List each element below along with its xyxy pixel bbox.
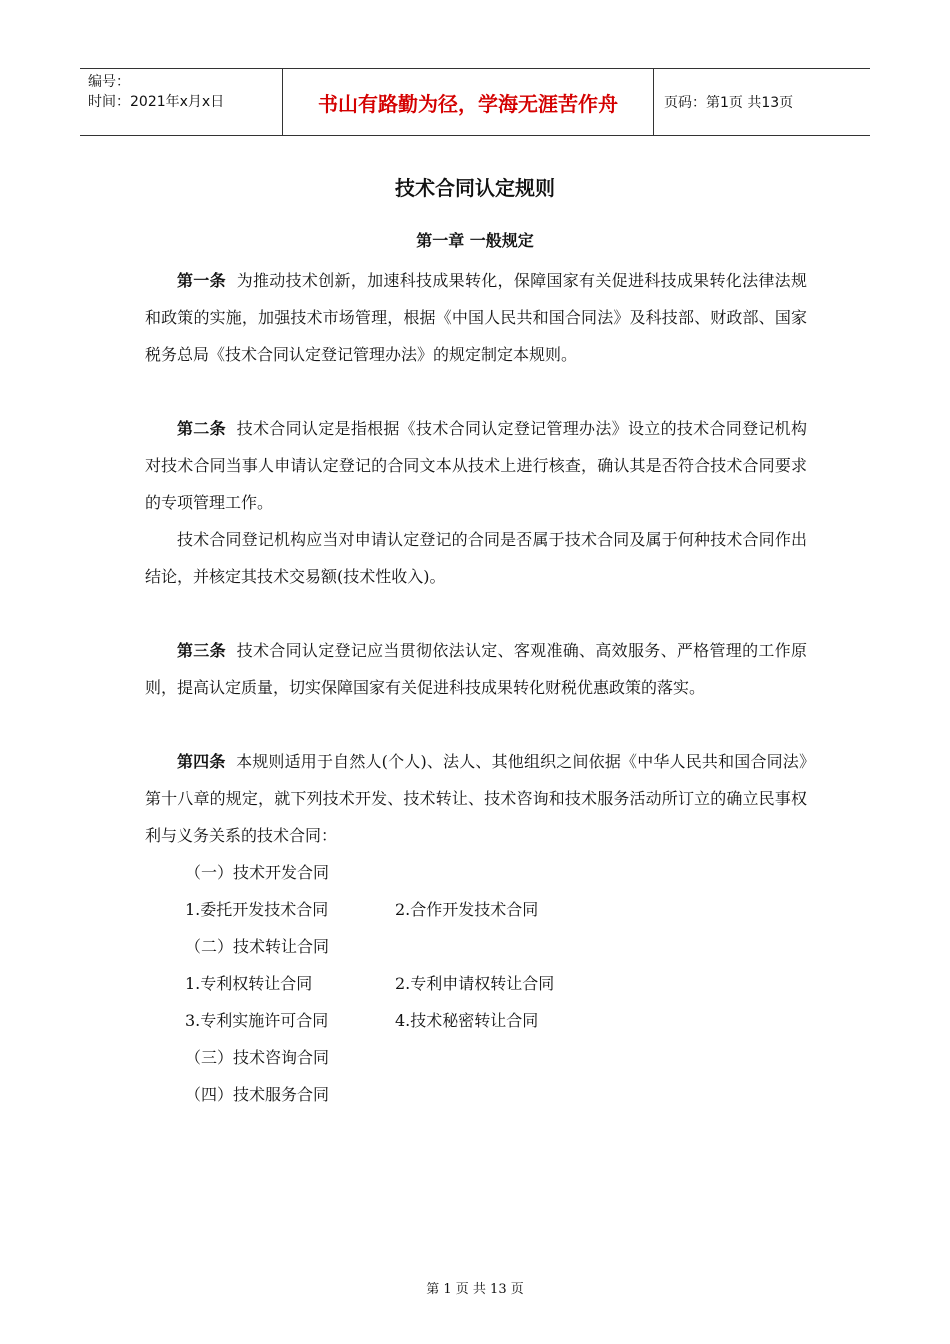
page-footer: 第 1 页 共 13 页: [426, 1282, 524, 1297]
article-1: [145, 262, 807, 373]
article-2: [145, 410, 807, 521]
document-body: [145, 262, 807, 1113]
list-group-heading: （二）技术转让合同: [185, 937, 330, 956]
list-row: [185, 891, 807, 928]
list-row: [185, 1002, 807, 1039]
article-label: 第一条: [177, 271, 226, 290]
article-2-extra: 技术合同登记机构应当对申请认定登记的合同是否属于技术合同及属于何种技术合同作出结论，并核定其技术交易额(技术性收入)。: [145, 530, 807, 586]
list-item: 1.委托开发技术合同: [185, 900, 329, 919]
list-group-heading: （一）技术开发合同: [185, 863, 330, 882]
article-text: 技术合同认定是指根据《技术合同认定登记管理办法》设立的技术合同登记机构对技术合同当事人申请认定登记的合同文本从技术上进行核查，确认其是否符合技术合同要求的专项管理工作。: [145, 419, 807, 512]
article-label: 第三条: [177, 641, 226, 660]
document-title: 技术合同认定规则: [395, 176, 555, 200]
contract-type-list: [145, 854, 807, 1113]
article-text: 技术合同认定登记应当贯彻依法认定、客观准确、高效服务、严格管理的工作原则，提高认定质量，切实保障国家有关促进科技成果转化财税优惠政策的落实。: [145, 641, 807, 697]
header-page-info: 页码：第1页 共13页: [664, 95, 794, 111]
list-item: 1.专利权转让合同: [185, 974, 313, 993]
number-label: 编号：: [88, 74, 130, 90]
article-text: 为推动技术创新，加速科技成果转化，保障国家有关促进科技成果转化法律法规和政策的实施，加强技术市场管理，根据《中国人民共和国合同法》及科技部、财政部、国家税务总局《技术合同认定登记管理办法》的规定制定本规则。: [145, 271, 807, 364]
list-group-heading: （四）技术服务合同: [185, 1085, 330, 1104]
article-label: 第二条: [177, 419, 226, 438]
page-header: [80, 68, 870, 136]
list-row: [185, 965, 807, 1002]
header-meta: [80, 69, 282, 135]
list-item: 3.专利实施许可合同: [185, 1011, 329, 1030]
article-text: 本规则适用于自然人(个人)、法人、其他组织之间依据《中华人民共和国合同法》第十八章的规定，就下列技术开发、技术转让、技术咨询和技术服务活动所订立的确立民事权利与义务关系的技术合同：: [145, 752, 807, 845]
chapter-heading: 第一章 一般规定: [416, 231, 534, 250]
list-item: 2.专利申请权转让合同: [395, 974, 555, 993]
article-label: 第四条: [177, 752, 226, 771]
time-label: 时间：2021年x月x日: [88, 94, 225, 110]
article-4: [145, 743, 807, 854]
header-motto: 书山有路勤为径，学海无涯苦作舟: [282, 69, 654, 135]
article-3: [145, 632, 807, 706]
list-item: 4.技术秘密转让合同: [395, 1011, 539, 1030]
list-group-heading: （三）技术咨询合同: [185, 1048, 330, 1067]
list-item: 2.合作开发技术合同: [395, 900, 539, 919]
